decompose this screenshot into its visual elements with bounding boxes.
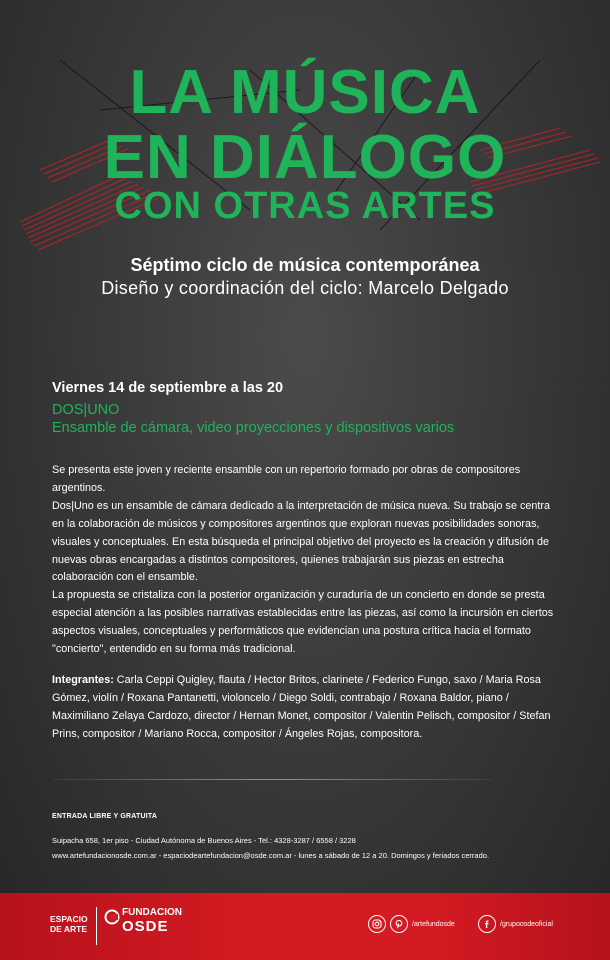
members-text: Carla Ceppi Quigley, flauta / Hector Britos, clarinete / Federico Fungo, saxo / Maria Rosa Gómez, violín / Roxana Pantanetti, violoncelo / Diego Soldi, contrabajo / Roxana Baldor, piano / Maximiliano Zelaya Cardozo, director / Hernan Monet, compositor / Valentin Pelisch, compositor / Stefan Prins, compositor / Mariano Rocca, compositor / Ángeles Rojas, compositora. <box>52 674 551 740</box>
osde-wordmark: OSDE <box>122 918 169 935</box>
body-paragraph: Dos|Uno es un ensamble de cámara dedicado a la interpretación de música nueva. Su trabajo se centra en la colaboración de músicos y compositores argentinos que exploran nuevas posibilidades sonoras, visuales y conceptuales. En esta búsqueda el principal objetivo del proyecto es la creación y difusión de nuevas obras encargadas a distintos compositores, quienes trabajarán sus piezas en estrecha colaboración con el ensamble. <box>52 499 550 584</box>
title-line-3: CON OTRAS ARTES <box>114 185 496 227</box>
social-facebook <box>478 915 553 933</box>
title-line-2: EN DIÁLOGO <box>103 123 507 192</box>
web-contact-text: www.artefundacionosde.com.ar - espaciodeartefundacion@osde.com.ar - lunes a sábado de 12 a 20. Domingos y feriados cerrado. <box>52 851 490 860</box>
members-list <box>52 672 564 744</box>
espacio-line-1: ESPACIO <box>50 914 88 924</box>
free-entry-label: ENTRADA LIBRE Y GRATUITA <box>52 813 158 820</box>
pinterest-icon[interactable] <box>390 915 408 933</box>
instagram-icon[interactable] <box>368 915 386 933</box>
event-body-text <box>52 462 564 659</box>
coordination-subtitle: Diseño y coordinación del ciclo: Marcelo Delgado <box>101 278 509 298</box>
espacio-line-2: DE ARTE <box>50 924 87 934</box>
title-line-1: LA MÚSICA <box>129 58 481 127</box>
event-date: Viernes 14 de septiembre a las 20 <box>52 380 284 396</box>
fundacion-symbol-icon <box>104 909 120 925</box>
cycle-subtitle: Séptimo ciclo de música contemporánea <box>130 255 480 275</box>
espacio-de-arte-logo <box>50 914 88 934</box>
fundacion-label: FUNDACION <box>122 907 182 918</box>
event-name: DOS|UNO <box>52 402 120 418</box>
address-text: Suipacha 658, 1er piso - Ciudad Autónoma de Buenos Aires - Tel.: 4328-3287 / 6558 / 3228 <box>52 836 356 845</box>
footer-bar <box>0 893 610 960</box>
event-description: Ensamble de cámara, video proyecciones y dispositivos varios <box>52 420 455 436</box>
facebook-handle[interactable]: /grupoosdeoficial <box>500 920 553 928</box>
social-instagram-pinterest <box>368 915 455 933</box>
body-paragraph: Se presenta este joven y reciente ensamble con un repertorio formado por obras de compositores argentinos. <box>52 464 521 494</box>
members-label: Integrantes: <box>52 674 114 686</box>
facebook-icon[interactable] <box>478 915 496 933</box>
logo-divider <box>96 907 97 945</box>
divider <box>52 779 492 780</box>
body-paragraph: La propuesta se cristaliza con la posterior organización y curaduría de un concierto en donde se presta especial atención a las posibles narrativas establecidas entre las piezas, así como la incursión en ciertos aspectos visuales, conceptuales y performáticos que evidencian una postura crítica hacia el formato "concierto", entendido en su forma más tradicional. <box>52 589 554 656</box>
instagram-pinterest-handle[interactable]: /artefundosde <box>412 920 455 928</box>
